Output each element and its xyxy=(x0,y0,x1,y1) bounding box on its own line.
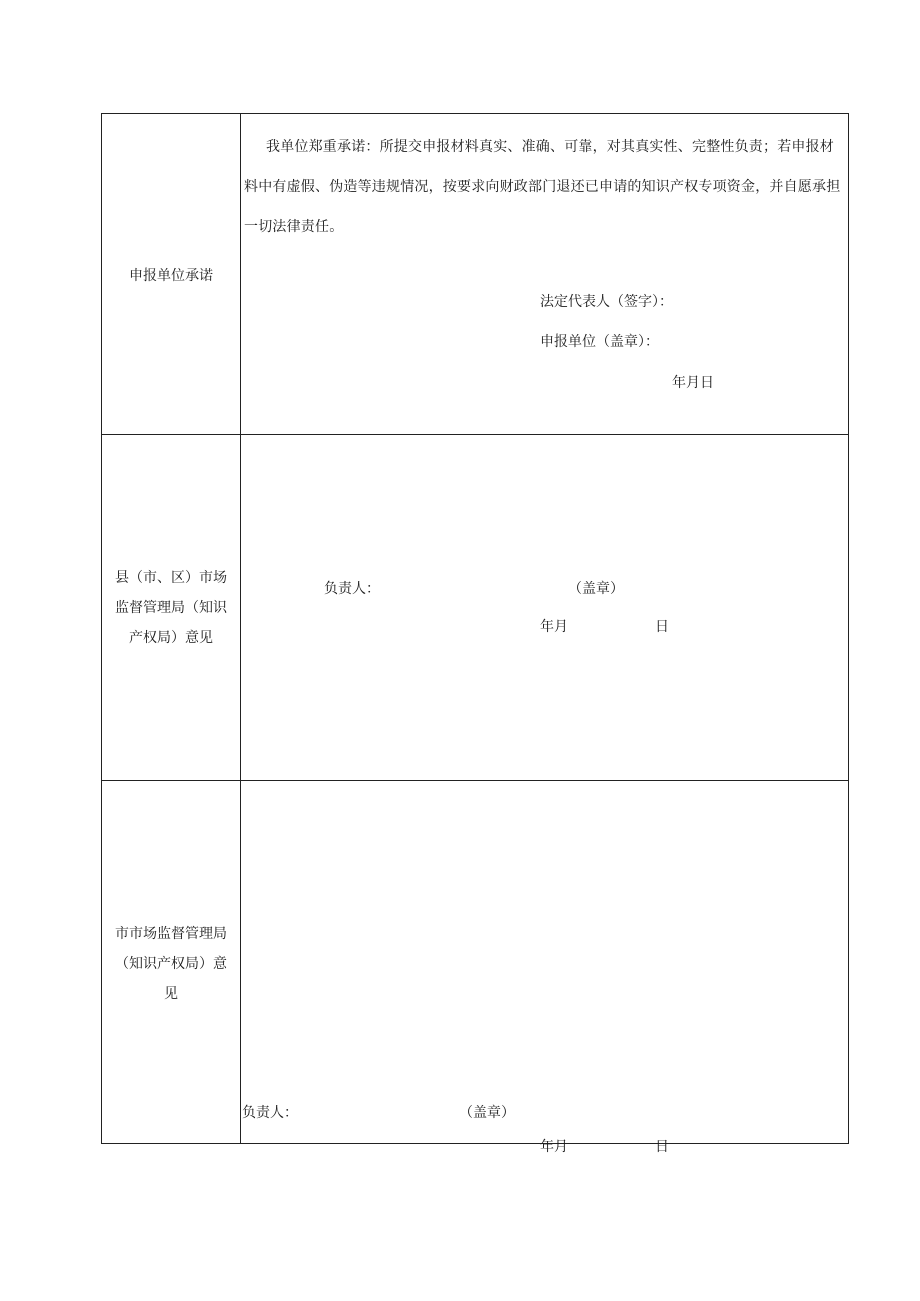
county-label-line-1: 县（市、区）市场 xyxy=(115,570,227,586)
applicant-unit-seal: 申报单位（盖章）： xyxy=(540,334,659,350)
county-seal: （盖章） xyxy=(568,581,624,597)
content-cell-county xyxy=(241,435,848,780)
label-cell-county xyxy=(102,435,241,780)
label-cell-city xyxy=(102,781,241,1143)
city-responsible-person: 负责人： xyxy=(242,1105,298,1121)
opinion-form-table xyxy=(101,113,849,1155)
legal-representative-signature: 法定代表人（签字）： xyxy=(540,294,673,310)
county-label-line-3: 产权局）意见 xyxy=(129,630,213,646)
label-cell-pledge xyxy=(102,114,241,434)
city-date-day: 日 xyxy=(655,1139,669,1155)
city-date-year-month: 年月 xyxy=(540,1139,568,1155)
row-county-opinion xyxy=(102,435,848,781)
county-date-year-month: 年月 xyxy=(540,619,568,635)
county-responsible-person: 负责人： xyxy=(324,581,380,597)
city-label-line-2: （知识产权局）意 xyxy=(115,956,227,972)
content-cell-pledge xyxy=(241,114,848,434)
row-applicant-pledge xyxy=(102,114,848,435)
pledge-statement: 我单位郑重承诺：所提交申报材料真实、准确、可靠，对其真实性、完整性负责；若申报材料中有虚假、伪造等违规情况，按要求向财政部门退还已申请的知识产权专项资金，并自愿承担一切法律责任。 xyxy=(244,139,841,235)
county-label-line-2: 监督管理局（知识 xyxy=(115,600,227,616)
city-label-line-1: 市市场监督管理局 xyxy=(115,926,227,942)
content-cell-city xyxy=(241,781,848,1155)
pledge-label: 申报单位承诺 xyxy=(129,268,213,284)
city-seal: （盖章） xyxy=(459,1105,515,1121)
row-city-opinion xyxy=(102,781,848,1155)
county-date-day: 日 xyxy=(655,619,669,635)
pledge-date: 年月日 xyxy=(672,375,714,391)
city-label-line-3: 见 xyxy=(164,986,178,1002)
